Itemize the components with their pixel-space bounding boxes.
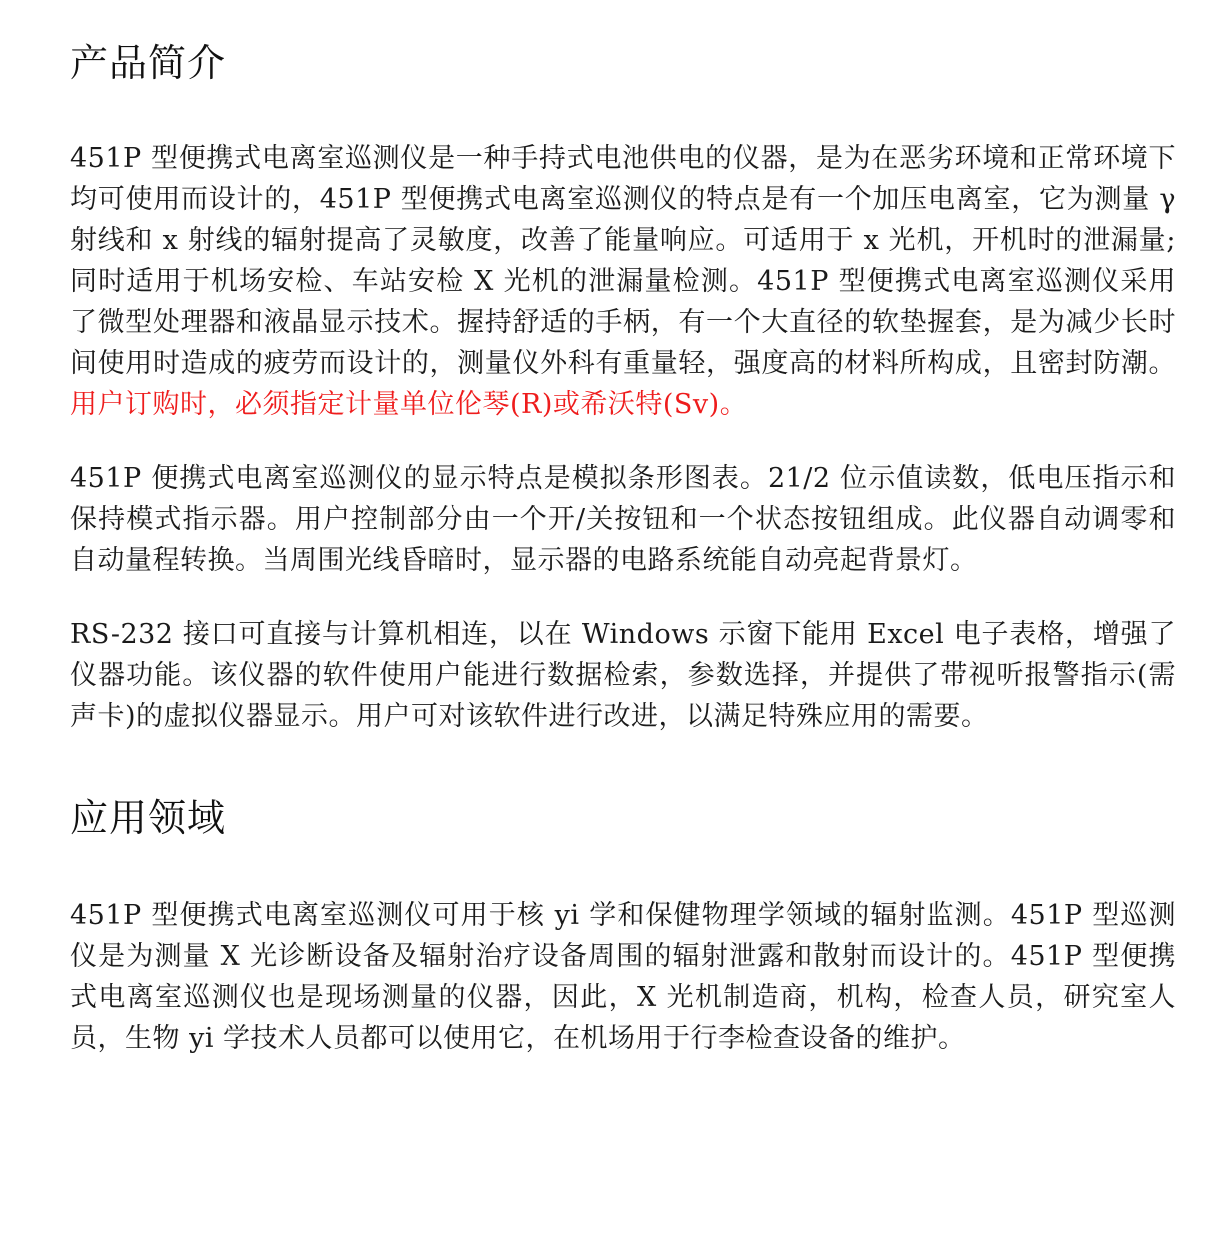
section-title-applications: 应用领域 [70, 796, 227, 840]
document-page [70, 0, 1176, 1059]
intro-paragraph-3: RS-232 接口可直接与计算机相连，以在 Windows 示窗下能用 Excel 电子表格，增强了仪器功能。该仪器的软件使用户能进行数据检索，参数选择，并提供了带视听报警指示(需声卡)的虚拟仪器显示。用户可对该软件进行改进，以满足特殊应用的需要。 [70, 619, 1176, 732]
intro-paragraph-2: 451P 便携式电离室巡测仪的显示特点是模拟条形图表。21/2 位示值读数，低电压指示和保持模式指示器。用户控制部分由一个开/关按钮和一个状态按钮组成。此仪器自动调零和自动量程转换。当周围光线昏暗时，显示器的电路系统能自动亮起背景灯。 [70, 463, 1176, 576]
section-title-intro: 产品简介 [70, 41, 227, 85]
intro-paragraph-1-text: 451P 型便携式电离室巡测仪是一种手持式电池供电的仪器，是为在恶劣环境和正常环境下均可使用而设计的，451P 型便携式电离室巡测仪的特点是有一个加压电离室，它为测量 γ 射线和 x 射线的辐射提高了灵敏度，改善了能量响应。可适用于 x 光机，开机时的泄漏量;同时适用于机场安检、车站安检 X 光机的泄漏量检测。451P 型便携式电离室巡测仪采用了微型处理器和液晶显示技术。握持舒适的手柄，有一个大直径的软垫握套，是为减少长时间使用时造成的疲劳而设计的，测量仪外科有重量轻，强度高的材料所构成，且密封防潮。 [70, 143, 1176, 379]
intro-paragraph-1 [70, 138, 1176, 425]
order-note-highlight: 用户订购时，必须指定计量单位伦琴(R)或希沃特(Sv)。 [70, 389, 748, 420]
applications-paragraph-1: 451P 型便携式电离室巡测仪可用于核 yi 学和保健物理学领域的辐射监测。451P 型巡测仪是为测量 X 光诊断设备及辐射治疗设备周围的辐射泄露和散射而设计的。451P 型便携式电离室巡测仪也是现场测量的仪器，因此，X 光机制造商，机构，检查人员，研究室人员，生物 yi 学技术人员都可以使用它，在机场用于行李检查设备的维护。 [70, 900, 1176, 1054]
